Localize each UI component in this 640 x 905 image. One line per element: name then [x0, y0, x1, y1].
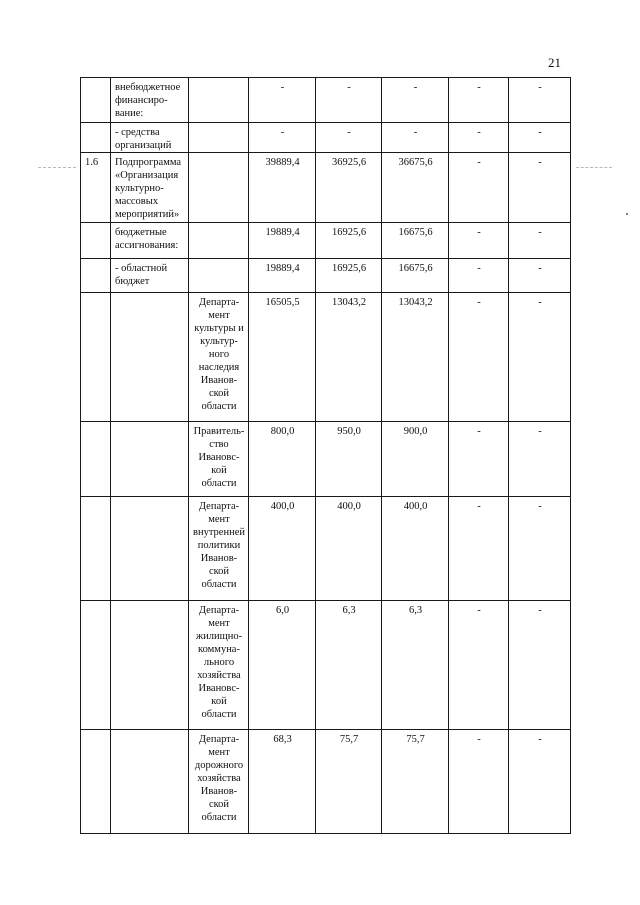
row-name-cell: Подпрограмма «Организация культурно-массовых мероприятий»	[111, 153, 189, 223]
row-number-cell	[81, 601, 111, 730]
value-cell-year5: -	[509, 497, 571, 601]
value-cell-year2: -	[316, 78, 382, 123]
value-cell-year2: 950,0	[316, 422, 382, 497]
value-cell-year1: 6,0	[249, 601, 316, 730]
row-name-cell: внебюджетное финансиро-вание:	[111, 78, 189, 123]
page-number: 21	[548, 55, 561, 70]
executor-cell: Департа-мент культуры и культур-ного наследия Иванов-ской области	[189, 293, 249, 422]
value-cell-year4: -	[449, 293, 509, 422]
value-cell-year5: -	[509, 422, 571, 497]
table-row	[81, 422, 571, 497]
value-cell-year3: 36675,6	[382, 153, 449, 223]
value-cell-year1: 39889,4	[249, 153, 316, 223]
value-cell-year3: 400,0	[382, 497, 449, 601]
row-number-cell	[81, 123, 111, 153]
value-cell-year2: 400,0	[316, 497, 382, 601]
value-cell-year5: -	[509, 223, 571, 259]
row-number-cell	[81, 293, 111, 422]
value-cell-year4: -	[449, 223, 509, 259]
table-row	[81, 497, 571, 601]
value-cell-year3: 75,7	[382, 730, 449, 834]
value-cell-year2: 6,3	[316, 601, 382, 730]
row-name-cell	[111, 422, 189, 497]
scan-artifact-line-right	[576, 167, 612, 169]
table-row	[81, 78, 571, 123]
scan-artifact-line-left	[38, 167, 76, 169]
executor-cell	[189, 78, 249, 123]
value-cell-year2: 75,7	[316, 730, 382, 834]
value-cell-year5: -	[509, 601, 571, 730]
value-cell-year5: -	[509, 259, 571, 293]
value-cell-year1: 19889,4	[249, 223, 316, 259]
row-number-cell	[81, 422, 111, 497]
value-cell-year2: 16925,6	[316, 223, 382, 259]
value-cell-year3: 16675,6	[382, 223, 449, 259]
executor-cell	[189, 123, 249, 153]
value-cell-year5: -	[509, 78, 571, 123]
value-cell-year2: 13043,2	[316, 293, 382, 422]
value-cell-year4: -	[449, 422, 509, 497]
value-cell-year1: 68,3	[249, 730, 316, 834]
value-cell-year3: 900,0	[382, 422, 449, 497]
row-name-cell: бюджетные ассигнования:	[111, 223, 189, 259]
value-cell-year5: -	[509, 123, 571, 153]
table-row	[81, 123, 571, 153]
value-cell-year1: 16505,5	[249, 293, 316, 422]
executor-cell: Департа-мент внутренней политики Иванов-ской области	[189, 497, 249, 601]
table-row	[81, 223, 571, 259]
row-name-cell	[111, 730, 189, 834]
scan-artifact-dot	[626, 213, 628, 215]
value-cell-year2: 16925,6	[316, 259, 382, 293]
executor-cell	[189, 153, 249, 223]
value-cell-year4: -	[449, 497, 509, 601]
table-row	[81, 730, 571, 834]
value-cell-year4: -	[449, 123, 509, 153]
executor-cell: Правитель-ство Ивановс-кой области	[189, 422, 249, 497]
row-number-cell	[81, 259, 111, 293]
value-cell-year4: -	[449, 78, 509, 123]
value-cell-year4: -	[449, 259, 509, 293]
value-cell-year2: -	[316, 123, 382, 153]
value-cell-year3: 6,3	[382, 601, 449, 730]
row-name-cell	[111, 497, 189, 601]
value-cell-year3: 13043,2	[382, 293, 449, 422]
executor-cell	[189, 223, 249, 259]
table-row	[81, 259, 571, 293]
executor-cell	[189, 259, 249, 293]
row-number-cell	[81, 730, 111, 834]
value-cell-year4: -	[449, 601, 509, 730]
value-cell-year3: 16675,6	[382, 259, 449, 293]
value-cell-year4: -	[449, 153, 509, 223]
value-cell-year5: -	[509, 730, 571, 834]
value-cell-year3: -	[382, 78, 449, 123]
value-cell-year1: -	[249, 123, 316, 153]
row-name-cell	[111, 293, 189, 422]
row-name-cell: - областной бюджет	[111, 259, 189, 293]
table-row	[81, 153, 571, 223]
executor-cell: Департа-мент жилищно-коммуна-льного хозяйства Ивановс-кой области	[189, 601, 249, 730]
budget-table	[80, 77, 571, 834]
row-number-cell	[81, 497, 111, 601]
row-number-cell	[81, 223, 111, 259]
table-row	[81, 601, 571, 730]
row-name-cell: - средства организаций	[111, 123, 189, 153]
value-cell-year1: 19889,4	[249, 259, 316, 293]
value-cell-year5: -	[509, 293, 571, 422]
row-name-cell	[111, 601, 189, 730]
row-number-cell	[81, 78, 111, 123]
value-cell-year1: -	[249, 78, 316, 123]
value-cell-year2: 36925,6	[316, 153, 382, 223]
value-cell-year1: 400,0	[249, 497, 316, 601]
table-row	[81, 293, 571, 422]
executor-cell: Департа-мент дорожного хозяйства Иванов-ской области	[189, 730, 249, 834]
value-cell-year3: -	[382, 123, 449, 153]
value-cell-year1: 800,0	[249, 422, 316, 497]
value-cell-year5: -	[509, 153, 571, 223]
value-cell-year4: -	[449, 730, 509, 834]
row-number-cell: 1.6	[81, 153, 111, 223]
